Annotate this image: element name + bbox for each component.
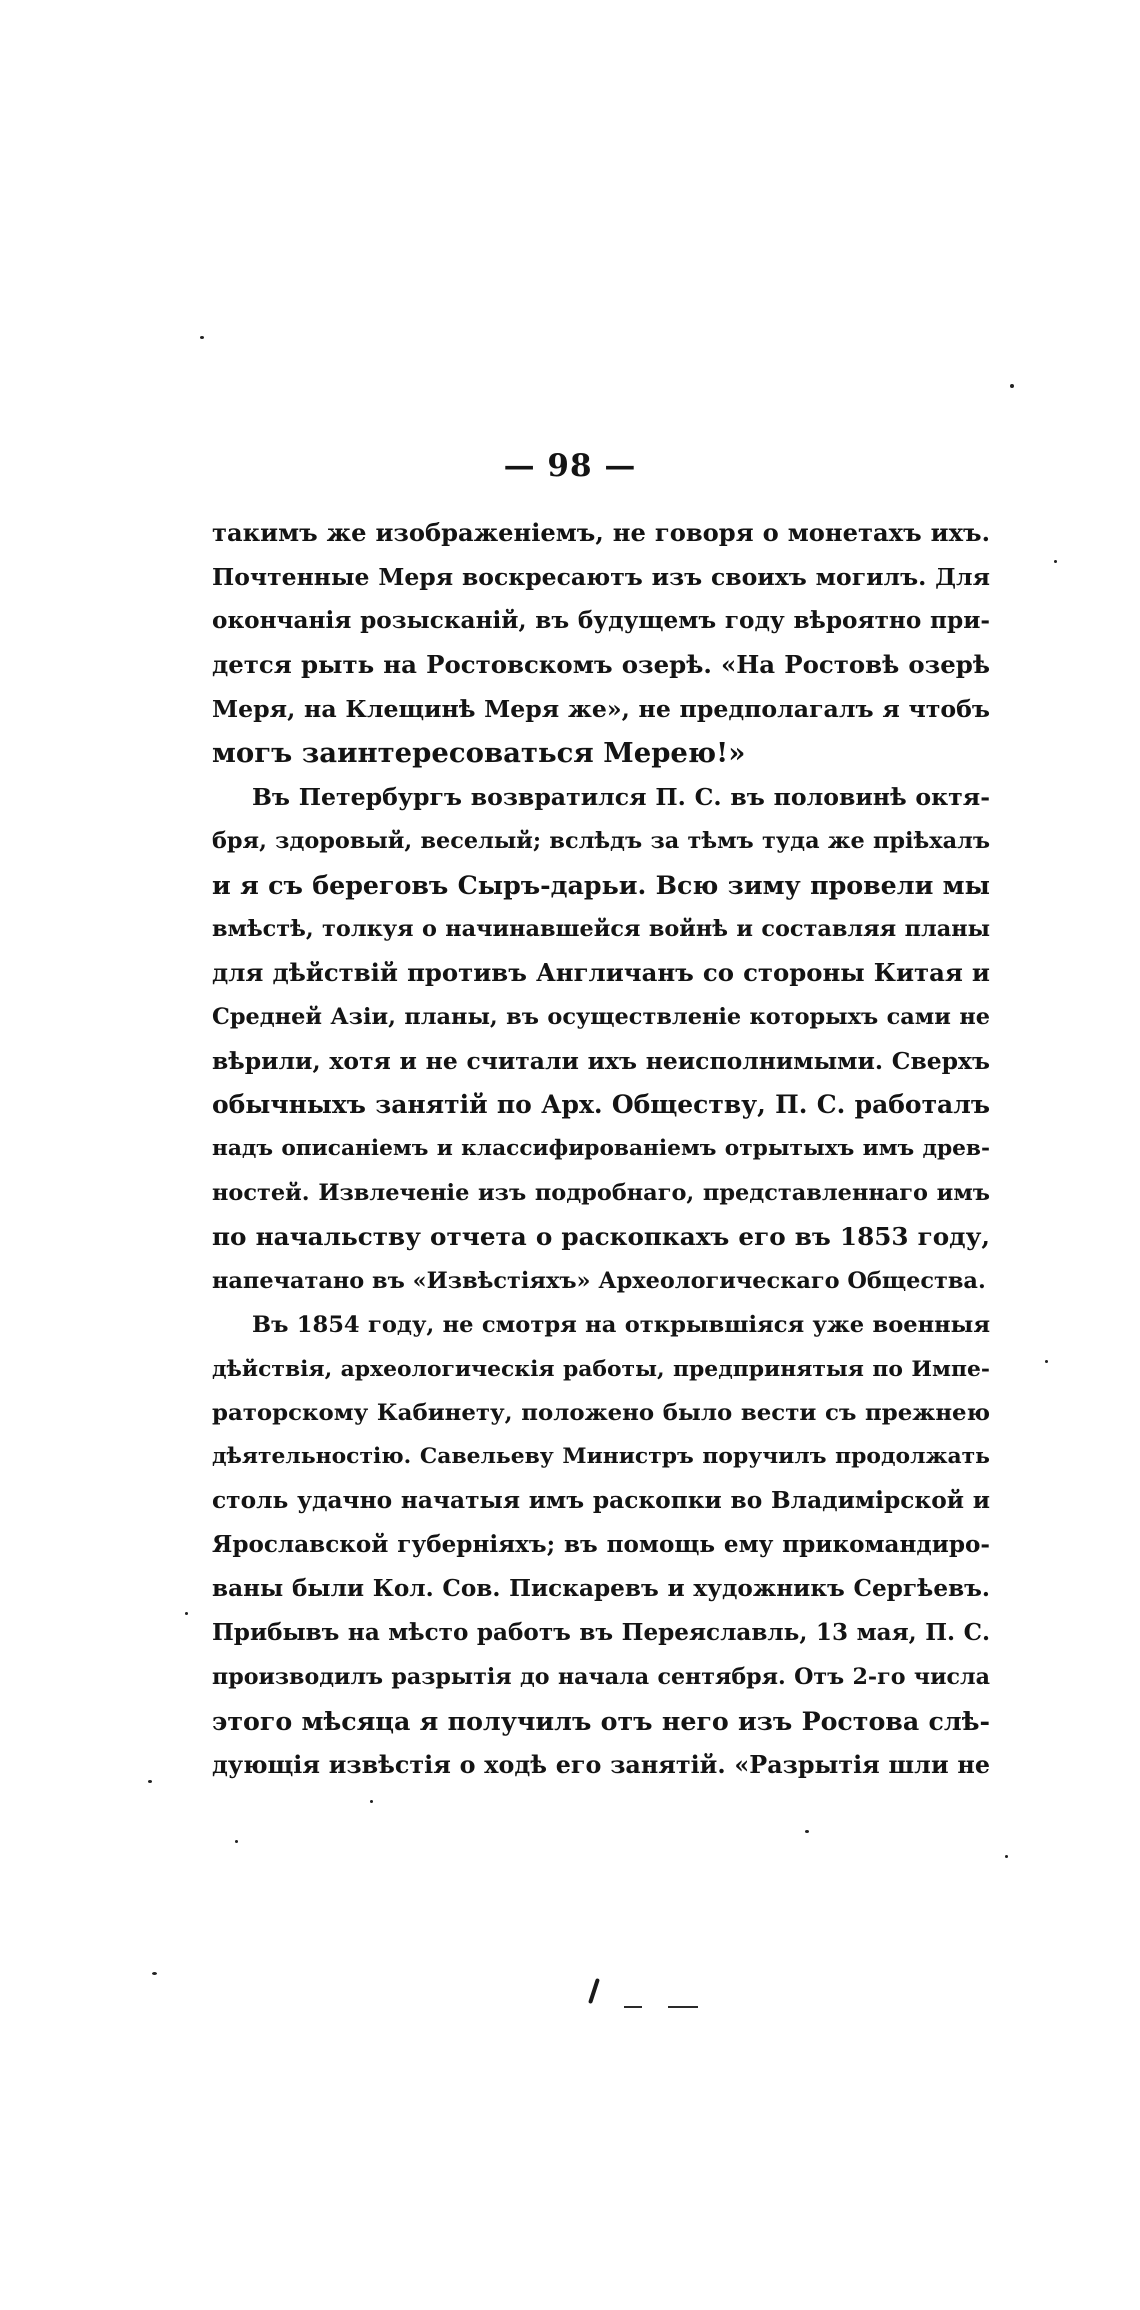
text-line: Почтенные Меря воскресаютъ изъ своихъ могилъ. Для [212,563,990,591]
ink-stroke [588,1978,600,2004]
text-line: столь удачно начатыя имъ раскопки во Владимірской и [212,1487,990,1514]
text-line: могъ заинтересоваться Мерею!» [212,737,746,769]
text-line: бря, здоровый, веселый; вслѣдъ за тѣмъ туда же пріѣхалъ [212,828,990,854]
text-line: обычныхъ занятій по Арх. Обществу, П. С. работалъ [212,1090,990,1119]
ink-dash [624,2006,642,2008]
text-line: для дѣйствій противъ Англичанъ со стороны Китая и [212,958,990,987]
scan-speck [200,336,204,339]
scan-speck [148,1780,152,1783]
scan-speck [805,1830,809,1833]
text-line: Въ Петербургъ возвратился П. С. въ половинѣ октя- [252,783,990,811]
text-line: Въ 1854 году, не смотря на открывшіяся уже военныя [252,1312,990,1338]
scan-speck [1054,560,1057,563]
scan-speck [235,1840,238,1843]
text-line: ностей. Извлеченіе изъ подробнаго, представленнаго имъ [212,1180,990,1206]
text-line: Ярославской губерніяхъ; въ помощь ему прикомандиро- [212,1531,990,1558]
text-line: ваны были Кол. Сов. Пискаревъ и художникъ Сергѣевъ. [212,1575,990,1602]
text-line: вѣрили, хотя и не считали ихъ неисполнимыми. Сверхъ [212,1047,990,1075]
scan-speck [370,1800,373,1803]
text-line: дѣйствія, археологическія работы, предпринятыя по Импе- [212,1356,990,1382]
text-line: производилъ разрытія до начала сентября. Отъ 2-го числа [212,1664,990,1690]
text-line: дующія извѣстія о ходѣ его занятій. «Разрытія шли не [212,1751,990,1779]
text-line: Прибывъ на мѣсто работъ въ Переяславль, 13 мая, П. С. [212,1619,990,1646]
scan-speck [1010,384,1014,388]
scan-speck [1005,1855,1008,1858]
text-line: напечатано въ «Извѣстіяхъ» Археологическаго Общества. [212,1268,986,1294]
text-line: Меря, на Клещинѣ Меря же», не предполагалъ я чтобъ [212,695,990,723]
text-line: и я съ береговъ Сыръ-дарьи. Всю зиму провели мы [212,870,990,900]
text-line: этого мѣсяца я получилъ отъ него изъ Ростова слѣ- [212,1706,990,1736]
text-line: такимъ же изображеніемъ, не говоря о монетахъ ихъ. [212,518,990,547]
body-text [212,511,990,1787]
text-line: вмѣстѣ, толкуя о начинавшейся войнѣ и составляя планы [212,916,990,942]
text-line: по начальству отчета о раскопкахъ его въ 1853 году, [212,1222,990,1251]
text-line: окончанія розысканій, въ будущемъ году вѣроятно при- [212,607,990,634]
page-number: — 98 — [503,448,637,484]
scan-speck [152,1972,157,1975]
scan-speck [185,1612,188,1615]
scan-speck [1045,1360,1048,1363]
text-line: Средней Азіи, планы, въ осуществленіе которыхъ сами не [212,1004,990,1030]
text-line: дется рыть на Ростовскомъ озерѣ. «На Ростовѣ озерѣ [212,650,990,679]
text-line: надъ описаніемъ и классифированіемъ отрытыхъ имъ древ- [212,1136,990,1161]
text-line: дѣятельностію. Савельеву Министръ поручилъ продолжать [212,1444,990,1469]
ink-dash [668,2006,698,2008]
text-line: раторскому Кабинету, положено было вести съ прежнею [212,1400,990,1426]
